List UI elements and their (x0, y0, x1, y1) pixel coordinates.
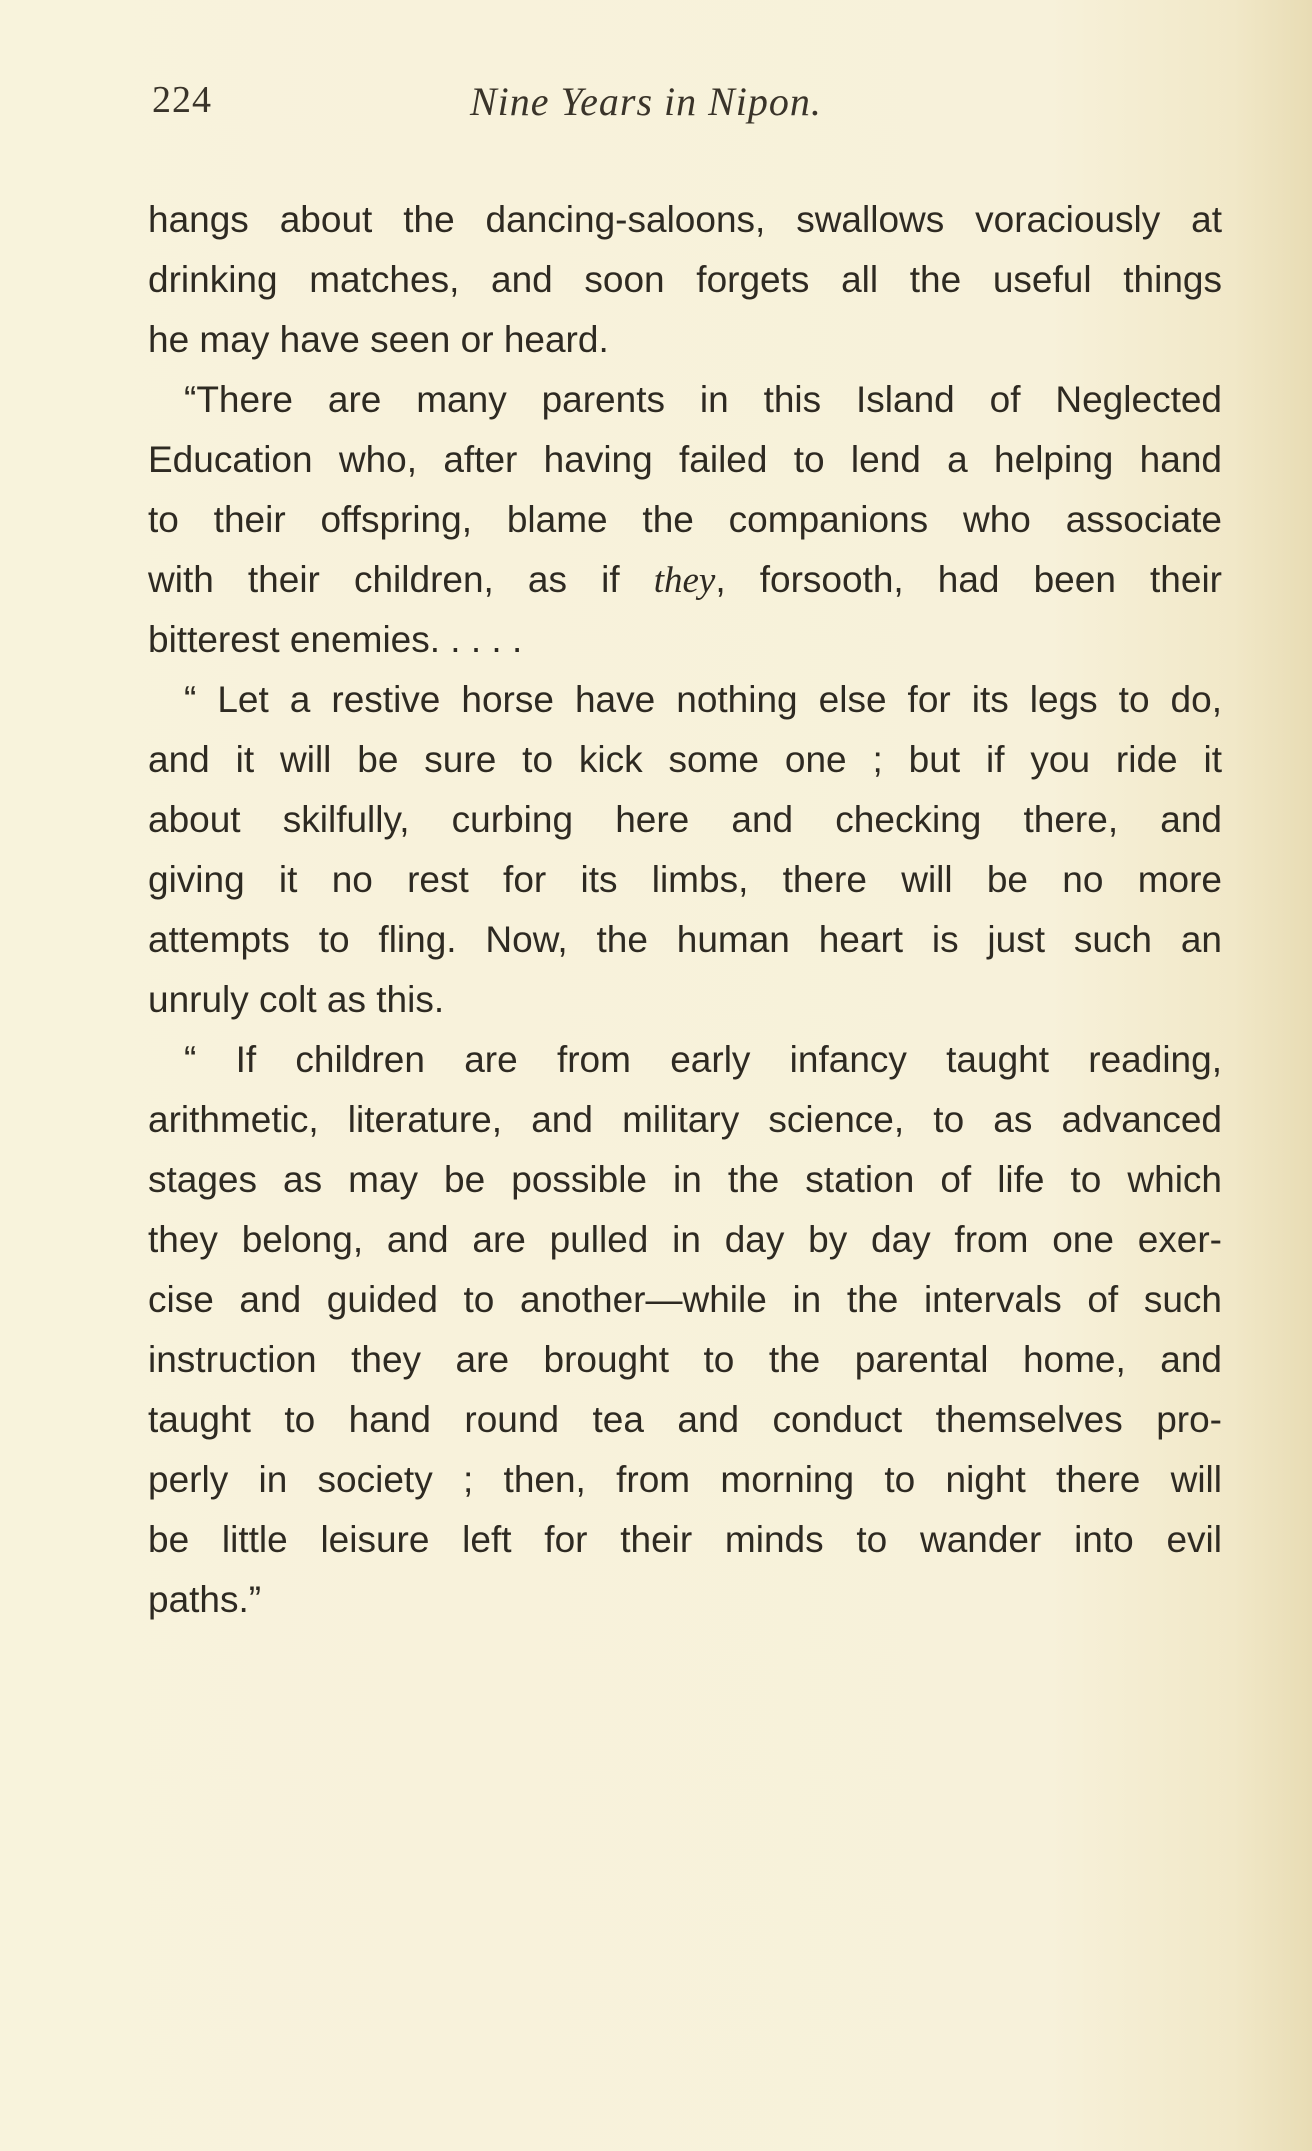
text-line: arithmetic, literature, and military science, to as advanced (148, 1099, 1222, 1140)
text-line: taught to hand round tea and conduct themselves pro- (148, 1399, 1222, 1440)
text-line: hangs about the dancing-saloons, swallows voraciously at (148, 199, 1222, 240)
body-text (148, 190, 1222, 1630)
text-line: be little leisure left for their minds to wander into evil (148, 1519, 1222, 1560)
text-line: drinking matches, and soon forgets all the useful things (148, 259, 1222, 300)
text-line: stages as may be possible in the station of life to which (148, 1159, 1222, 1200)
text-line: with their children, as if they, forsooth, had been their (148, 559, 1222, 601)
text-line: they belong, and are pulled in day by day from one exer- (148, 1219, 1222, 1260)
text-line: “There are many parents in this Island of Neglected (184, 379, 1222, 420)
text-line: about skilfully, curbing here and checking there, and (148, 799, 1222, 840)
text-line: bitterest enemies. . . . . (148, 619, 523, 660)
text-line: instruction they are brought to the parental home, and (148, 1339, 1222, 1380)
text-line: attempts to fling. Now, the human heart is just such an (148, 919, 1222, 960)
emphasis: they (653, 560, 716, 601)
text-line: cise and guided to another—while in the intervals of such (148, 1279, 1222, 1320)
text-line: perly in society ; then, from morning to night there will (148, 1459, 1222, 1500)
text-line: unruly colt as this. (148, 979, 445, 1020)
text-line: “ If children are from early infancy taught reading, (184, 1039, 1222, 1080)
text-line: paths.” (148, 1579, 262, 1620)
running-title: Nine Years in Nipon. (470, 79, 822, 124)
text-line: Education who, after having failed to lend a helping hand (148, 439, 1222, 480)
text-line: and it will be sure to kick some one ; but if you ride it (148, 739, 1222, 780)
text-line: “ Let a restive horse have nothing else for its legs to do, (184, 679, 1222, 720)
text-line: he may have seen or heard. (148, 319, 609, 360)
page-number: 224 (152, 79, 212, 121)
text-line: giving it no rest for its limbs, there will be no more (148, 859, 1222, 900)
page-header (152, 78, 1222, 128)
text-line: to their offspring, blame the companions who associate (148, 499, 1222, 540)
